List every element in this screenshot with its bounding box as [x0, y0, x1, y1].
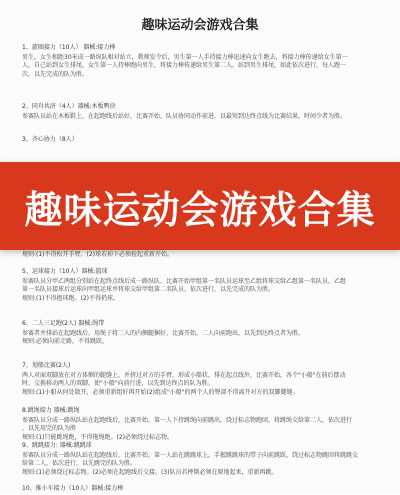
section-line: 规则:(1)只能跳绳跑，不得拖绳跑。(2)必须绕过标志物。	[22, 433, 174, 441]
section-line: 规则:必须向前走路，不得跳跃。	[22, 338, 109, 346]
section-5	[22, 268, 382, 303]
section-7	[22, 362, 382, 397]
section-heading: 2、同舟共济（4人）器械:木板鸭块	[22, 103, 116, 110]
section-line: 两人对面双脚放在对方体侧的腿缝上，并挤过对方的手臂，形成小船状，排在起点线外，比赛开始，各个"小船"在前后摆动	[22, 371, 346, 379]
section-9	[22, 442, 382, 477]
section-heading: 5、运球接力（10人）器械:篮球	[22, 268, 108, 275]
section-line: 规则:(1)必须绕过标志物。(2)必须在起跑线后交接。(3)队员若摔倒必须在原地起来，重新再跳。	[22, 468, 278, 476]
section-line: 时，交换移动两人的双脚，使"小船"向前行进，以先到达终点的队为胜。	[22, 380, 214, 388]
section-line: ，以先用完的队为胜	[22, 425, 77, 433]
section-heading: 7、划船比赛(2人)	[22, 362, 71, 369]
banner-title: 趣味运动会游戏合集	[24, 187, 376, 232]
section-line: 规则:(1)不得抱球跑。(2)不得扔球。	[22, 294, 120, 302]
section-line: 参赛队员站在木板鞋上，在起跑线后站好，比赛开始，队员协同动作前进，以最短到达终点线为比赛结果，时间少者为胜。	[22, 112, 347, 120]
section-10	[22, 485, 382, 495]
section-line: 参赛队员分成一路纵队站在起跑线后，比赛开始，第一人站在跳跳球上，手握跳跳球的带子向前跳跃，绕过标志物跳回将跳跳交	[22, 451, 359, 459]
section-heading: 10、推小车接力（10人）器械:接力棒	[22, 485, 124, 492]
section-line: 参赛队员分成一路纵队站在起跑线后，比赛开始，第一人下持跳绳向前跳出，绕过标志物跑回，将跳绳交给第二人，依次进行	[22, 416, 353, 424]
section-heading: 6、二人三足跑(2人) 器械:绳带	[22, 320, 105, 327]
section-heading: 1、旋圈接力（10人） 器械:接力棒	[22, 44, 116, 51]
section-1	[22, 44, 382, 79]
section-line: 第一名队员接球后运球向甲组运球并将球交给甲组第二名队员，依次进行，以先完成的队为胜。	[22, 286, 275, 294]
page-title: 趣味运动会游戏合集	[141, 18, 259, 33]
section-line: 参赛队员分甲乙两组分别站在起终点线后成一路纵队，比赛开始甲组第一名队员运球至乙组将球交给乙组第一名队员，乙组	[22, 277, 347, 285]
section-line: 人，自己站到女生排尾，女生第一人持棒跑向男生，将接力棒传递给男生第二人，站到男生排尾，如此依次进行，每人跑一	[22, 62, 347, 70]
section-2	[22, 103, 382, 121]
section-line: 次，以先完成的队为胜。	[22, 70, 89, 78]
section-heading: 9、跳跳接力: 器械:跳跳球	[22, 442, 92, 449]
section-6	[22, 320, 382, 347]
section-line: 参赛者并排站在起跑线后，用绳子将二人的内侧腿捆好，比赛开始，二人向前跑出，以先到达终点者为胜。	[22, 329, 305, 337]
section-line: 男生，女生相距30米成一路纵队相对站立，教师发令后，男生第一人手持接力棒迅速向女生跑去，将接力棒传递给女生第一	[22, 53, 348, 61]
section-8	[22, 407, 382, 442]
section-4-rules	[22, 251, 382, 260]
section-heading: 3、齐心协力（8人）	[22, 136, 78, 143]
section-heading: 8.跳绳接力 器械:跳绳	[22, 407, 80, 414]
section-line: 规则:(1)小船从何处散开，必须重新组好再开始(2)组成"小船"的两个人的臀部不得离开对方的双脚腿缝。	[22, 388, 299, 396]
section-line: 规则:(1)不得松开手臂。(2)球若掉下必须捡起重新开始。	[22, 251, 174, 258]
section-3	[22, 136, 382, 146]
section-line: 给第二人，依次进行，以先跳完的队为胜。	[22, 460, 137, 468]
title-banner	[0, 162, 400, 250]
